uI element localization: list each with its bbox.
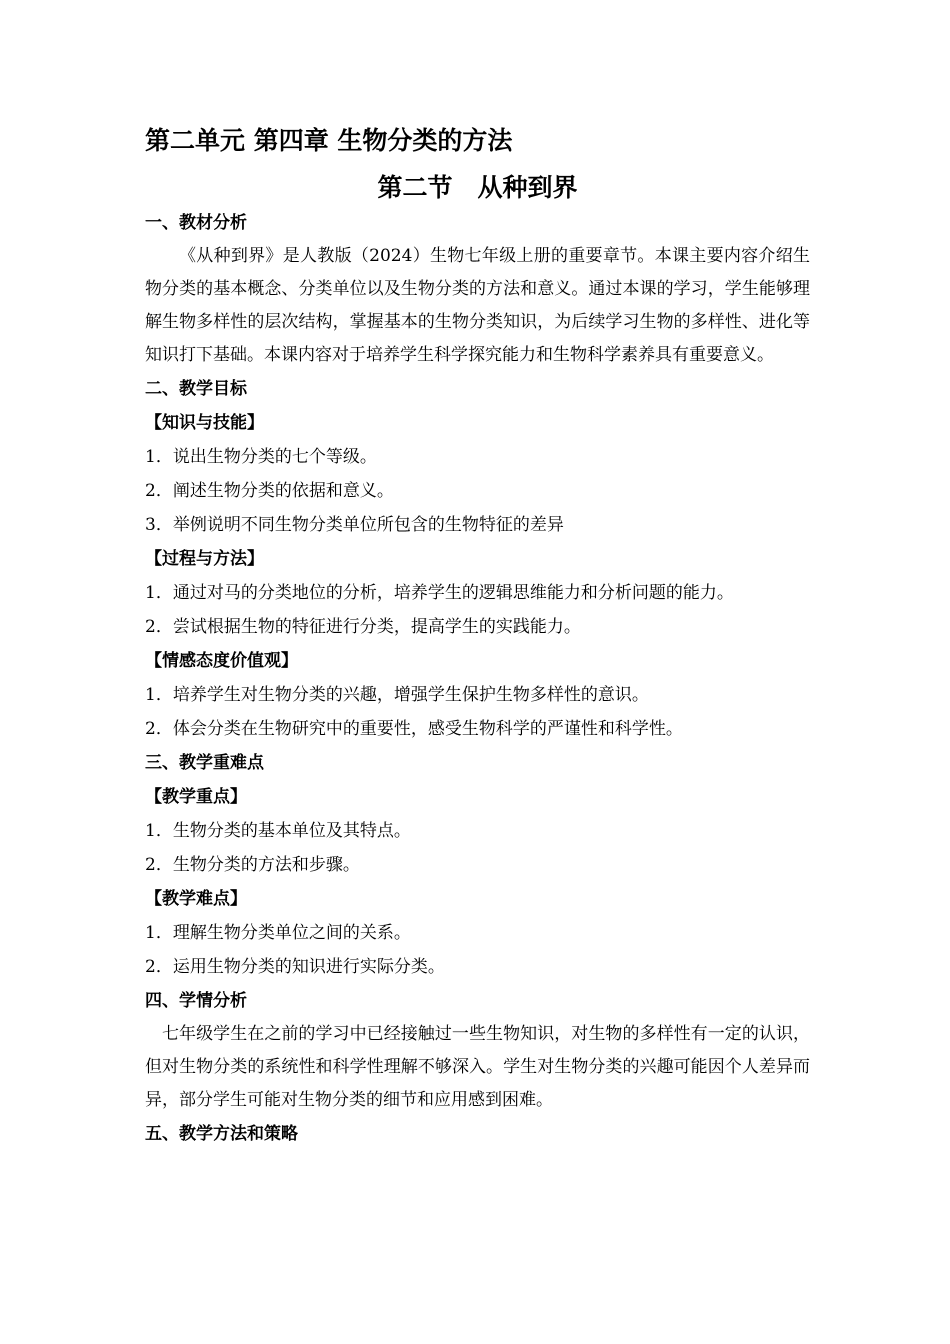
list-item: 1．说出生物分类的七个等级。 [145,447,377,467]
heading-key-difficult-points: 三、教学重难点 [145,753,264,773]
label-teaching-difficulty: 【教学难点】 [145,889,247,909]
heading-student-analysis: 四、学情分析 [145,991,247,1011]
list-item: 1．通过对马的分类地位的分析，培养学生的逻辑思维能力和分析问题的能力。 [145,583,734,603]
section-title: 第二节 从种到界 [377,173,578,202]
label-teaching-focus: 【教学重点】 [145,787,247,807]
document-page [145,118,810,1151]
heading-teaching-goals: 二、教学目标 [145,379,247,399]
paragraph-student-analysis: 七年级学生在之前的学习中已经接触过一些生物知识，对生物的多样性有一定的认识，但对生物分类的系统性和科学性理解不够深入。学生对生物分类的兴趣可能因个人差异而异，部分学生可能对生物分类的细节和应用感到困难。 [145,1024,810,1110]
heading-teaching-methods: 五、教学方法和策略 [145,1124,298,1144]
list-item: 2．运用生物分类的知识进行实际分类。 [145,957,445,977]
document-title: 第二单元 第四章 生物分类的方法 [145,126,513,155]
list-item: 2．生物分类的方法和步骤。 [145,855,360,875]
list-item: 1．理解生物分类单位之间的关系。 [145,923,411,943]
list-item: 3．举例说明不同生物分类单位所包含的生物特征的差异 [145,515,564,535]
label-emotion-values: 【情感态度价值观】 [145,651,298,671]
label-process-method: 【过程与方法】 [145,549,264,569]
list-item: 1．培养学生对生物分类的兴趣，增强学生保护生物多样性的意识。 [145,685,649,705]
label-knowledge-skills: 【知识与技能】 [145,413,264,433]
list-item: 2．尝试根据生物的特征进行分类，提高学生的实践能力。 [145,617,581,637]
list-item: 2．体会分类在生物研究中的重要性，感受生物科学的严谨性和科学性。 [145,719,683,739]
list-item: 1．生物分类的基本单位及其特点。 [145,821,411,841]
heading-textbook-analysis: 一、教材分析 [145,213,247,233]
paragraph-textbook-analysis: 《从种到界》是人教版（2024）生物七年级上册的重要章节。本课主要内容介绍生物分类的基本概念、分类单位以及生物分类的方法和意义。通过本课的学习，学生能够理解生物多样性的层次结构，掌握基本的生物分类知识，为后续学习生物的多样性、进化等知识打下基础。本课内容对于培养学生科学探究能力和生物科学素养具有重要意义。 [145,246,810,365]
list-item: 2．阐述生物分类的依据和意义。 [145,481,394,501]
